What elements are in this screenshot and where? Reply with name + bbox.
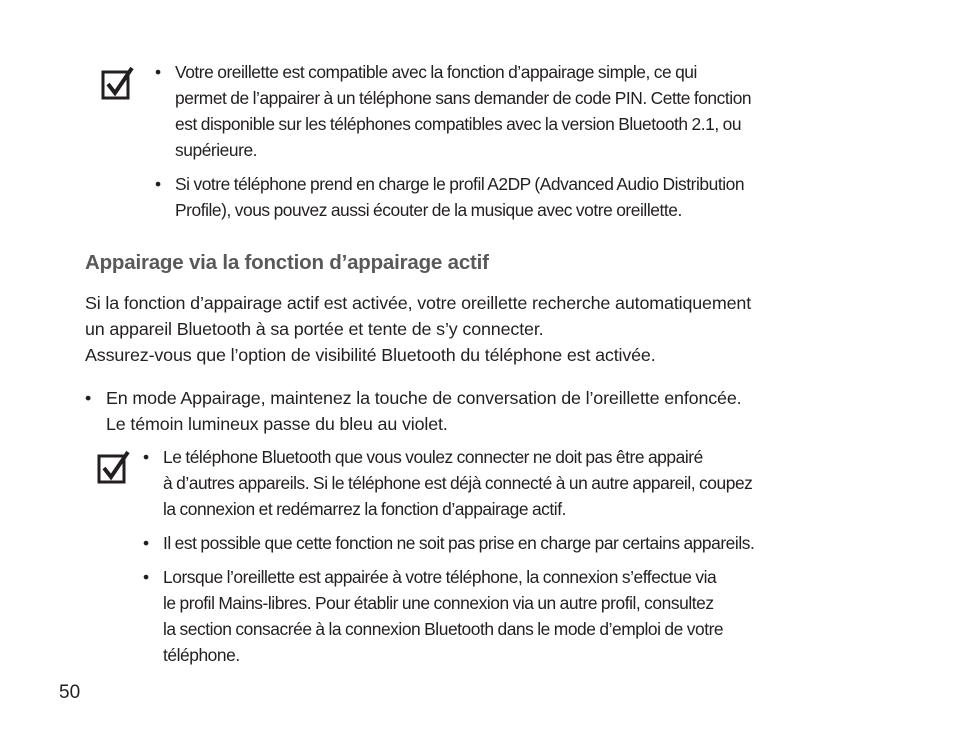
step-list [85,385,885,437]
note-list-bottom [143,444,893,676]
note-item: • Lorsque l’oreillette est appairée à votre téléphone, la connexion s’effectue via le profil Mains-libres. Pour établir une connexion via un autre profil, consultez la section consacrée à la connexion Bluetooth dans le mode d’emploi de votre téléphone. [143,564,893,668]
note-item: • Si votre téléphone prend en charge le profil A2DP (Advanced Audio Distribution Profile), vous pouvez aussi écouter de la musique avec votre oreillette. [155,171,895,223]
note-list-top [155,59,895,231]
note-item: • Il est possible que cette fonction ne soit pas prise en charge par certains appareils. [143,530,893,556]
note-checkbox-icon [97,450,131,484]
note-item: • Le téléphone Bluetooth que vous voulez connecter ne doit pas être appairé à d’autres appareils. Si le téléphone est déjà connecté à un autre appareil, coupez la connexion et redémarrez la fonction d’appairage actif. [143,444,893,522]
step-item: • En mode Appairage, maintenez la touche de conversation de l’oreillette enfoncée. Le témoin lumineux passe du bleu au violet. [85,385,885,437]
section-body: Si la fonction d’appairage actif est activée, votre oreillette recherche automatiquement un appareil Bluetooth à sa portée et tente de s’y connecter. Assurez-vous que l’option de visibilité Bluetooth du téléphone est activée. [85,293,752,365]
note-checkbox-icon [101,66,135,100]
section-title: Appairage via la fonction d’appairage actif [85,251,489,274]
note-item: • Votre oreillette est compatible avec la fonction d’appairage simple, ce qui permet de l’appairer à un téléphone sans demander de code PIN. Cette fonction est disponible sur les téléphones compatibles avec la version Bluetooth 2.1, ou supérieure. [155,59,895,163]
page-number: 50 [59,682,81,703]
